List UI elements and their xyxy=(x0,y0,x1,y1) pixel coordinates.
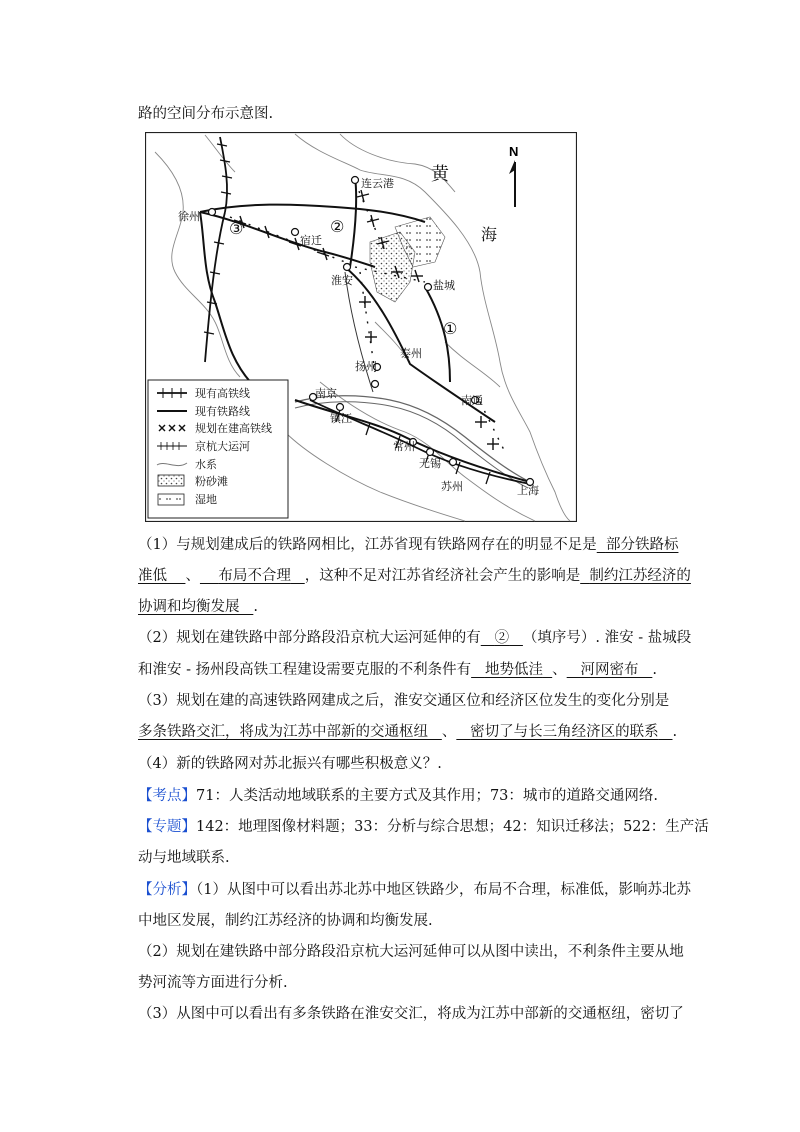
zhuanti-line1: 【专题】142：地理图像材料题；33：分析与综合思想；42：知识迁移法；522：生产活 xyxy=(138,819,709,835)
q1-line3: 协调和均衡发展 . xyxy=(138,599,258,615)
city-shanghai: 上海 xyxy=(517,485,539,497)
city-yancheng: 盐城 xyxy=(433,280,455,292)
intro-text: 路的空间分布示意图. xyxy=(138,106,274,122)
legend-water: 水系 xyxy=(195,459,217,471)
q2-line2: 和淮安 - 扬州段高铁工程建设需要克服的不利条件有 地势低洼 、 河网密布 . xyxy=(138,662,657,678)
marker-3: ③ xyxy=(229,219,244,238)
city-nantong: 南通 xyxy=(461,395,483,407)
sea-label-huang: 黄 xyxy=(431,164,449,185)
fenxi-line1: 【分析】（1）从图中可以看出苏北苏中地区铁路少，布局不合理，标准低，影响苏北苏 xyxy=(138,882,691,898)
q1-answer1-part1: 部分铁路标 xyxy=(605,537,679,553)
fenxi-line2: 中地区发展，制约江苏经济的协调和均衡发展. xyxy=(138,913,433,929)
legend-wetland: 湿地 xyxy=(195,494,217,506)
q1-answer2: 布局不合理 xyxy=(218,568,291,584)
q2-answer3: 河网密布 xyxy=(580,662,639,678)
marker-2: ② xyxy=(330,217,345,236)
city-wuxi: 无锡 xyxy=(419,458,441,470)
city-nanjing: 南京 xyxy=(315,388,337,400)
city-lianyungang: 连云港 xyxy=(361,178,394,190)
city-changzhou: 常州 xyxy=(393,441,415,453)
fenxi-line5: （3）从图中可以看出有多条铁路在淮安交汇，将成为江苏中部新的交通枢纽，密切了 xyxy=(138,1006,684,1022)
q4-line: （4）新的铁路网对苏北振兴有哪些积极意义？. xyxy=(138,756,442,772)
legend-planned-hsr: 规划在建高铁线 xyxy=(195,423,272,435)
q1-line2 xyxy=(138,566,691,586)
q3-line2: 多条铁路交汇，将成为江苏中部新的交通枢纽 、 密切了与长三角经济区的联系 . xyxy=(138,724,678,740)
kaodian-tag: 【考点】 xyxy=(138,788,196,804)
city-suzhou: 苏州 xyxy=(441,481,463,493)
legend-existing-hsr: 现有高铁线 xyxy=(195,388,250,400)
legend-grand-canal: 京杭大运河 xyxy=(195,441,250,453)
legend-existing-rail: 现有铁路线 xyxy=(195,406,250,418)
q3-answer1: 多条铁路交汇，将成为江苏中部新的交通枢纽 xyxy=(138,724,428,740)
kaodian-line: 【考点】71：人类活动地域联系的主要方式及其作用；73：城市的道路交通网络. xyxy=(138,788,659,804)
q1-answer3-part2: 协调和均衡发展 xyxy=(138,599,240,615)
railway-map xyxy=(145,132,577,522)
city-taizhou: 泰州 xyxy=(400,348,422,360)
q1-mid: ，这种不足对江苏省经济社会产生的影响是 xyxy=(304,568,581,584)
q3-answer2: 密切了与长三角经济区的联系 xyxy=(470,724,659,740)
city-xuzhou: 徐州 xyxy=(178,211,200,223)
fenxi-line4: 势河流等方面进行分析. xyxy=(138,975,288,991)
city-yangzhou: 扬州 xyxy=(355,361,377,373)
svg-text:N: N xyxy=(509,144,519,159)
q3-line1: （3）规划在建的高速铁路网建成之后，淮安交通区位和经济区位发生的变化分别是 xyxy=(138,693,670,709)
q1-answer3-part1: 制约江苏经济的 xyxy=(589,568,691,584)
q2-answer2: 地势低洼 xyxy=(484,662,543,678)
q2-answer1: ② xyxy=(494,630,510,646)
q1-sep: 、 xyxy=(185,568,200,584)
fenxi-tag: 【分析】 xyxy=(138,882,196,898)
zhuanti-tag: 【专题】 xyxy=(138,819,196,835)
marker-1: ① xyxy=(443,319,458,338)
zhuanti-line2: 动与地域联系. xyxy=(138,850,230,866)
q1-answer1-part2: 准低 xyxy=(138,568,167,584)
city-suqian: 宿迁 xyxy=(300,235,322,247)
city-zhenjiang: 镇江 xyxy=(330,413,352,425)
city-huaian: 淮安 xyxy=(331,275,353,287)
q1-line1 xyxy=(138,535,678,555)
legend-silt-beach: 粉砂滩 xyxy=(195,476,228,488)
fenxi-line3: （2）规划在建铁路中部分路段沿京杭大运河延伸可以从图中读出，不利条件主要从地 xyxy=(138,944,684,960)
map-legend xyxy=(148,380,288,518)
sea-label-hai: 海 xyxy=(481,225,498,244)
q1-prefix: （1）与规划建成后的铁路网相比，江苏省现有铁路网存在的明显不足是 xyxy=(138,537,597,553)
q2-line1: （2）规划在建铁路中部分路段沿京杭大运河延伸的有 ② （填序号）. 淮安 - 盐城段 xyxy=(138,630,692,646)
